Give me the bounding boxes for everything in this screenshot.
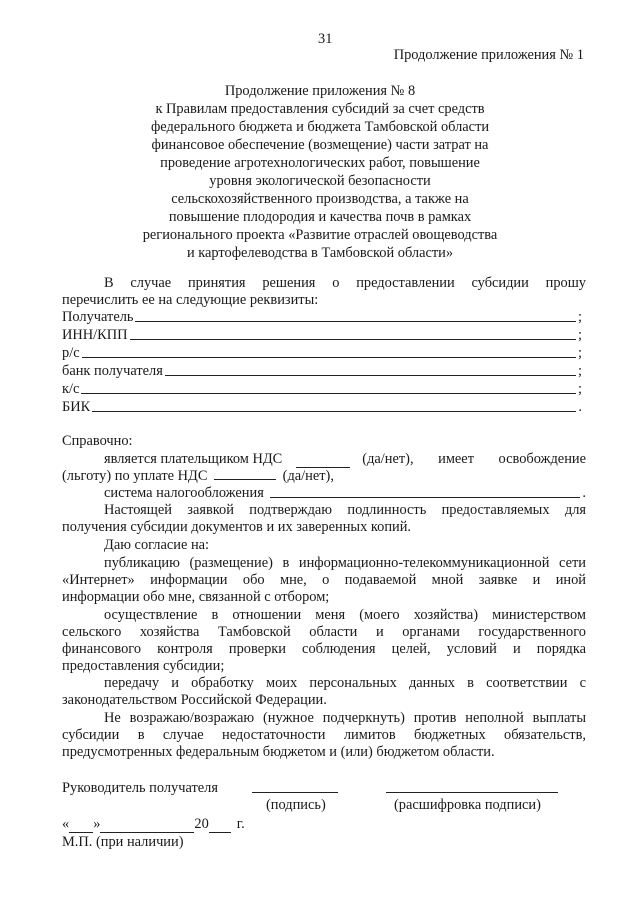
vat-text: является плательщиком НДС [104, 451, 283, 467]
consent-line: публикацию (размещение) в информационно-телекоммуникационной сети [104, 555, 586, 571]
field-inn-kpp[interactable] [62, 326, 582, 344]
header-line: проведение агротехнологических работ, повышение [160, 155, 480, 171]
signature-decode-caption: (расшифровка подписи) [394, 797, 541, 813]
year-blank[interactable] [209, 820, 231, 833]
confirm-line: получения субсидии документов и их заверенных копий. [62, 519, 412, 535]
objection-line: Не возражаю/возражаю (нужное подчеркнуть) против неполной выплаты [104, 710, 586, 726]
header-line: к Правилам предоставления субсидий за счет средств [155, 101, 485, 117]
consent-line: финансового контроля проверки соблюдения целей, условий и порядка [62, 641, 586, 657]
signature-caption: (подпись) [266, 797, 326, 813]
quote-open: « [62, 816, 70, 832]
header-line: федерального бюджета и бюджета Тамбовской области [150, 119, 490, 135]
field-label: к/с [62, 381, 80, 397]
month-blank[interactable] [100, 820, 194, 833]
intro-line: В случае принятия решения о предоставлении субсидии прошу [104, 275, 586, 291]
field-end: ; [578, 345, 582, 361]
intro-line: перечислить ее на следующие реквизиты: [62, 292, 319, 308]
fill-line[interactable] [82, 357, 576, 358]
confirm-line: Настоящей заявкой подтверждаю подлинность предоставляемых для [104, 502, 586, 518]
header-line: и картофелеводства в Тамбовской области» [186, 245, 454, 261]
field-label: ИНН/КПП [62, 327, 128, 343]
head-of-recipient-label: Руководитель получателя [62, 780, 218, 796]
tax-system-end: . [582, 485, 586, 501]
consent-line: осуществление в отношении меня (моего хозяйства) министерством [104, 607, 586, 623]
field-end: ; [578, 381, 582, 397]
fill-line[interactable] [92, 411, 576, 412]
field-bik[interactable] [62, 398, 582, 416]
header-line: финансовое обеспечение (возмещение) части затрат на [151, 137, 489, 153]
vat-payer-line [104, 450, 586, 468]
consent-line: сельского хозяйства Тамбовской области и органами государственного [62, 624, 586, 640]
consent-line: предоставления субсидии; [62, 658, 225, 674]
tax-system-label: система налогообложения [104, 485, 264, 501]
objection-line: предусмотренных федеральным бюджетом и (или) бюджетом области. [62, 744, 495, 760]
tax-system-blank[interactable] [270, 497, 581, 498]
consent-line: информации обо мне, связанной с отбором; [62, 589, 330, 605]
page-number: 31 [318, 31, 333, 47]
consent-line: передачу и обработку моих персональных данных в соответствии с [104, 675, 586, 691]
objection-line: субсидии в случае недостаточности лимитов бюджетных обязательств, [62, 727, 586, 743]
field-recipient[interactable] [62, 308, 582, 326]
consent-line: «Интернет» информации обо мне, о подаваемой мной заявке и иной [62, 572, 586, 588]
vat-exemption-blank[interactable] [214, 467, 276, 480]
quote-close: » [93, 816, 101, 832]
vat-exemption-line [62, 467, 334, 485]
field-end: ; [578, 309, 582, 325]
field-end: ; [578, 363, 582, 379]
field-end: ; [578, 327, 582, 343]
tax-system-line [104, 484, 586, 502]
field-end: . [578, 399, 582, 415]
vat-text: (да/нет), [282, 468, 334, 484]
stamp-place-label: М.П. (при наличии) [62, 834, 184, 850]
fill-line[interactable] [81, 393, 576, 394]
field-account[interactable] [62, 344, 582, 362]
field-label: р/с [62, 345, 80, 361]
fill-line[interactable] [130, 339, 576, 340]
header-line: сельскохозяйственного производства, а также на [171, 191, 469, 207]
header-line: уровня экологической безопасности [209, 173, 431, 189]
consent-line: законодательством Российской Федерации. [62, 692, 327, 708]
field-correspondent-account[interactable] [62, 380, 582, 398]
vat-text: (да/нет), имеет освобождение [362, 451, 586, 467]
header-line: Продолжение приложения № 8 [224, 83, 416, 99]
year-suffix: г. [236, 816, 245, 832]
header-line: регионального проекта «Развитие отраслей овощеводства [142, 227, 498, 243]
header-line: повышение плодородия и качества почв в рамках [168, 209, 472, 225]
appendix-continuation-1: Продолжение приложения № 1 [393, 47, 584, 63]
field-bank[interactable] [62, 362, 582, 380]
fill-line[interactable] [135, 321, 576, 322]
signature-decode-line[interactable] [386, 792, 558, 793]
vat-text: (льготу) по уплате НДС [62, 468, 208, 484]
signature-line[interactable] [252, 792, 338, 793]
consent-title: Даю согласие на: [104, 537, 210, 553]
field-label: банк получателя [62, 363, 163, 379]
fill-line[interactable] [165, 375, 576, 376]
field-label: БИК [62, 399, 91, 415]
reference-title: Справочно: [62, 433, 133, 449]
year-prefix: 20 [194, 816, 209, 832]
field-label: Получатель [62, 309, 134, 325]
day-blank[interactable] [69, 820, 93, 833]
date-line [62, 815, 245, 833]
